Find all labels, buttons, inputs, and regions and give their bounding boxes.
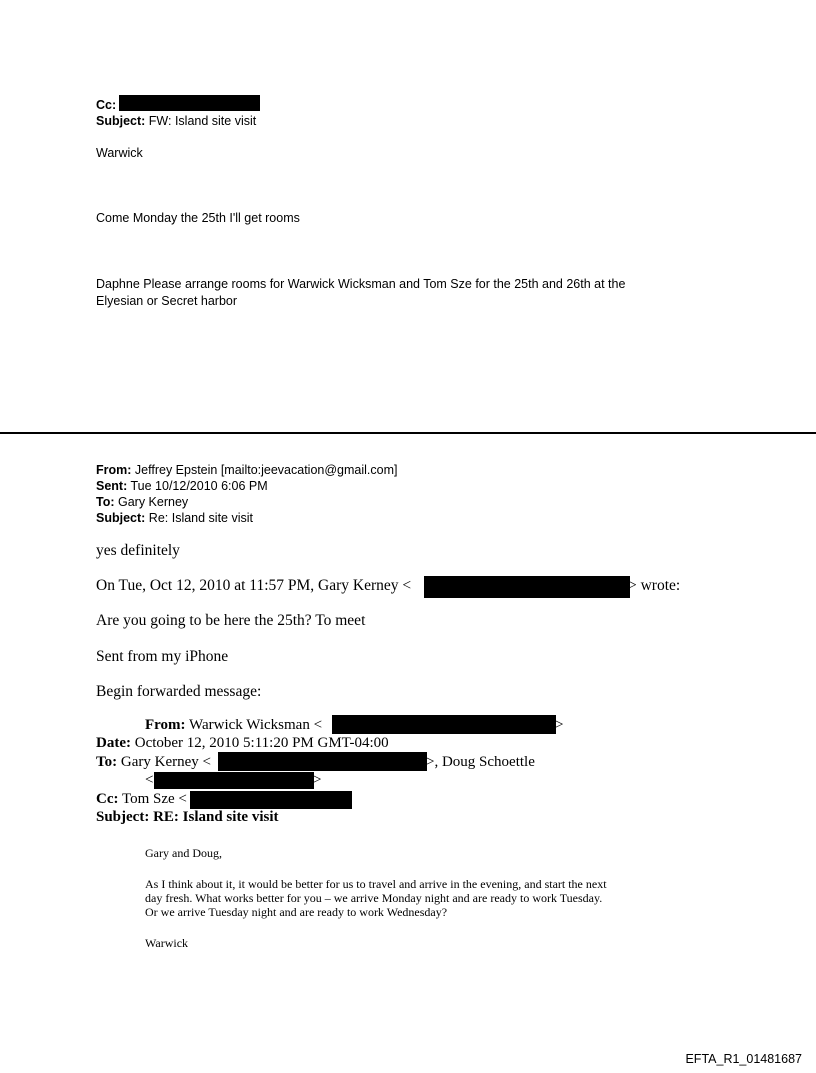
- fwd-cc-value: Tom Sze <: [121, 791, 187, 807]
- reply-subject-label: Subject:: [96, 511, 146, 525]
- fwd-to-line: [96, 754, 211, 771]
- fwd-cc-line: [96, 791, 187, 808]
- document-id: EFTA_R1_01481687: [685, 1052, 802, 1066]
- redaction-block: [424, 576, 630, 598]
- top-subject-line: [96, 113, 256, 129]
- redaction-block: [332, 715, 556, 734]
- reply-to-value: Gary Kerney: [118, 495, 189, 509]
- fwd-to-value: Gary Kerney <: [120, 754, 211, 770]
- fwd-date-label: Date:: [96, 735, 131, 751]
- top-body-line-1: Warwick: [96, 146, 143, 160]
- reply-sent-value: Tue 10/12/2010 6:06 PM: [130, 479, 268, 493]
- reply-from-line: [96, 462, 397, 478]
- redaction-block: [190, 791, 352, 809]
- fwd-to-mid: >, Doug Schoettle: [426, 754, 535, 770]
- email-separator-rule: [0, 432, 816, 434]
- redaction-block: [119, 95, 260, 111]
- reply-sent-label: Sent:: [96, 479, 128, 493]
- top-cc-label: Cc:: [96, 98, 117, 112]
- redaction-block: [218, 752, 427, 771]
- fwd-to-cont-close: >: [313, 772, 322, 788]
- fwd-date-line: [96, 735, 389, 752]
- reply-from-value: Jeffrey Epstein [mailto:jeevacation@gmail.com]: [134, 463, 398, 477]
- fwd-cc-label: Cc:: [96, 791, 119, 807]
- fwd-body-line-4: Or we arrive Tuesday night and are ready to work Wednesday?: [145, 905, 448, 919]
- top-body-line-2: Come Monday the 25th I'll get rooms: [96, 211, 300, 225]
- fwd-subject-line: Subject: RE: Island site visit: [96, 809, 279, 825]
- top-body-line-4: Elyesian or Secret harbor: [96, 294, 238, 308]
- top-cc-line: [96, 97, 116, 113]
- top-subject-label: Subject:: [96, 114, 146, 128]
- fwd-from-close: >: [555, 717, 564, 733]
- fwd-body-line-2: As I think about it, it would be better for us to travel and arrive in the evening, and start the next: [145, 877, 607, 891]
- reply-to-line: [96, 494, 188, 510]
- fwd-to-label: To:: [96, 754, 118, 770]
- fwd-body-signature: Warwick: [145, 936, 189, 950]
- redaction-block: [154, 772, 314, 789]
- quote-intro-end: > wrote:: [628, 577, 681, 594]
- quote-line-2: Sent from my iPhone: [96, 648, 229, 665]
- reply-body-line: yes definitely: [96, 542, 180, 559]
- quote-line-3: Begin forwarded message:: [96, 683, 262, 700]
- reply-subject-line: [96, 510, 253, 526]
- top-subject-value: FW: Island site visit: [148, 114, 257, 128]
- fwd-body-line-3: day fresh. What works better for you – we arrive Monday night and are ready to work Tuesday.: [145, 891, 603, 905]
- reply-from-label: From:: [96, 463, 132, 477]
- top-body-line-3: Daphne Please arrange rooms for Warwick Wicksman and Tom Sze for the 25th and 26th at the: [96, 277, 626, 291]
- fwd-to-cont-open: <: [145, 772, 154, 788]
- reply-sent-line: [96, 478, 268, 494]
- fwd-body-line-1: Gary and Doug,: [145, 846, 222, 860]
- quote-intro-start: On Tue, Oct 12, 2010 at 11:57 PM, Gary Kerney <: [96, 577, 412, 594]
- reply-subject-value: Re: Island site visit: [148, 511, 254, 525]
- reply-to-label: To:: [96, 495, 115, 509]
- fwd-from-value: Warwick Wicksman <: [189, 717, 323, 733]
- fwd-from-line: [145, 717, 322, 734]
- fwd-from-label: From:: [145, 717, 186, 733]
- fwd-date-value: October 12, 2010 5:11:20 PM GMT-04:00: [134, 735, 389, 751]
- quote-line-1: Are you going to be here the 25th? To meet: [96, 612, 366, 629]
